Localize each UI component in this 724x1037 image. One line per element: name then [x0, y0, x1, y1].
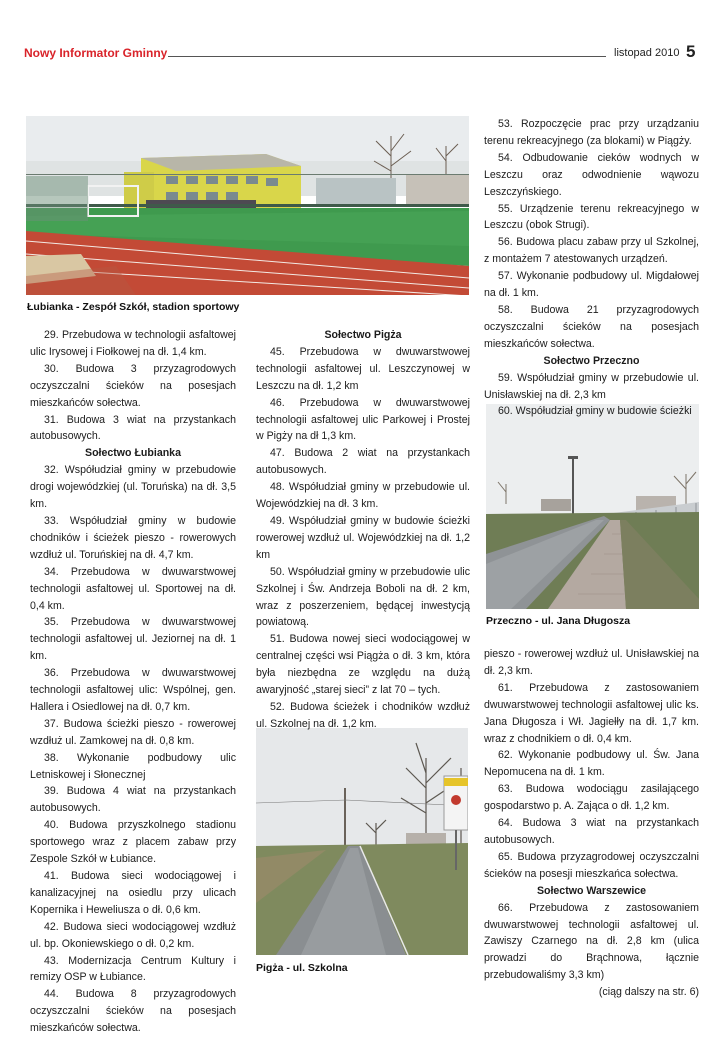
list-item: 51. Budowa nowej sieci wodociągowej w centralnej części wsi Piągża o dł. 3 km, która była niezbędna ze względu na dużą awaryjność „starej sieci” z lat 70 – tych.: [256, 633, 470, 697]
list-item: 59. Współudział gminy w przebudowie ul. Unisławskiej na dł. 2,3 km: [484, 371, 699, 401]
magazine-title: Nowy Informator Gminny: [24, 46, 168, 60]
list-item: 63. Budowa wodociągu zasilającego gospodarstwo p. A. Zająca o dł. 1,2 km.: [484, 783, 699, 813]
section-heading: Sołectwo Przeczno: [543, 354, 640, 367]
list-item: 55. Urządzenie terenu rekreacyjnego w Leszczu (obok Strugi).: [484, 202, 699, 232]
list-item: 30. Budowa 3 przyzagrodowych oczyszczalni ścieków na posesjach mieszkańców sołectwa.: [30, 362, 236, 409]
photo-pigza: [256, 728, 468, 955]
list-item: 33. Współudział gminy w budowie chodników i ścieżek pieszo - rowerowych wzdłuż ul. Toruńskiej na dł. 4,7 km.: [30, 514, 236, 561]
list-item: 42. Budowa sieci wodociągowej wzdłuż ul. bp. Okoniewskiego o dł. 0,2 km.: [30, 920, 236, 950]
list-item: 52. Budowa ścieżek i chodników wzdłuż ul. Szkolnej na dł. 1,2 km.: [256, 700, 470, 730]
list-item: 66. Przebudowa z zastosowaniem dwuwarstwowej technologii asfaltowej ul. Zawiszy Czarnego na dł. 2,8 km (ulica prowadzi do Brąchnowa, łącznie przebudowaliśmy 3,3 km): [484, 901, 699, 982]
photo-stadium: [26, 116, 469, 295]
list-item: 29. Przebudowa w technologii asfaltowej ulic Irysowej i Fiołkowej na dł. 1,4 km.: [30, 329, 236, 358]
list-item: 60. Współudział gminy w budowie ścieżki: [498, 405, 692, 418]
list-item: 49. Współudział gminy w budowie ścieżki rowerowej wzdłuż ul. Wojewódzkiej na dł. 1,2 km: [256, 514, 470, 561]
column-3-bottom: [484, 646, 699, 1001]
section-heading: Sołectwo Warszewice: [536, 884, 647, 897]
list-item: 64. Budowa 3 wiat na przystankach autobusowych.: [484, 817, 699, 846]
list-item: 46. Przebudowa w dwuwarstwowej technologii asfaltowej ulic Parkowej i Prostej w Pigży na dł 1,3 km.: [256, 396, 470, 443]
list-item: 32. Współudział gminy w przebudowie drogi wojewódzkiej (ul. Toruńska) na dł. 3,5 km.: [30, 464, 236, 511]
list-item: 38. Wykonanie podbudowy ulic Letniskowej i Słonecznej: [30, 751, 236, 781]
list-item: 36. Przebudowa w dwuwarstwowej technologii asfaltowej ulic: Wspólnej, gen. Hallera i Osiedlowej na dł. 0,7 km.: [30, 667, 236, 713]
list-item: 56. Budowa placu zabaw przy ul Szkolnej, z montażem 7 atestowanych urządzeń.: [484, 236, 699, 266]
caption-przeczno: Przeczno - ul. Jana Długosza: [486, 615, 631, 627]
list-item: 39. Budowa 4 wiat na przystankach autobusowych.: [30, 785, 236, 815]
column-3-top: [484, 116, 699, 420]
issue-date: listopad 2010: [614, 47, 680, 59]
list-item: 57. Wykonanie podbudowy ul. Migdałowej na dł. 1 km.: [484, 270, 699, 300]
list-item: 65. Budowa przyzagrodowej oczyszczalni ścieków na posesji mieszkańca sołectwa.: [484, 850, 699, 880]
list-item: 47. Budowa 2 wiat na przystankach autobusowych.: [256, 447, 470, 477]
page-number: 5: [686, 42, 696, 61]
list-item: 53. Rozpoczęcie prac przy urządzaniu terenu rekreacyjnego (za blokami) w Piągży.: [484, 118, 699, 147]
list-item: 37. Budowa ścieżki pieszo - rowerowej wzdłuż ul. Zamkowej na dł. 0,8 km.: [30, 717, 236, 747]
caption-pigza: Pigża - ul. Szkolna: [256, 962, 348, 974]
list-item: 61. Przebudowa z zastosowaniem dwuwarstwowej technologii asfaltowej ulic ks. Jana Długosza i Wł. Jagiełły na dł. 1,7 km. wraz z chodnikiem o dł. 0,4 km.: [484, 681, 699, 745]
caption-stadium: Łubianka - Zespół Szkół, stadion sportowy: [27, 301, 240, 313]
list-item: 44. Budowa 8 przyzagrodowych oczyszczalni ścieków na posesjach mieszkańców sołectwa.: [30, 988, 236, 1035]
list-item: 41. Budowa sieci wodociągowej i kanalizacyjnej na osiedlu przy ulicach Kopernika i Heweliusza o dł. 0,6 km.: [30, 870, 236, 916]
section-heading: Sołectwo Łubianka: [85, 447, 181, 460]
list-item: 58. Budowa 21 przyzagrodowych oczyszczalni ścieków na posesjach mieszkańców sołectwa.: [484, 303, 699, 350]
list-item: 35. Przebudowa w dwuwarstwowej technologii asfaltowej ul. Jeziornej na dł. 1 km.: [30, 616, 236, 663]
section-heading: Sołectwo Pigża: [324, 329, 402, 341]
column-1: [30, 327, 236, 1037]
continued-note: (ciąg dalszy na str. 6): [598, 986, 699, 999]
photo-przeczno: [486, 404, 699, 609]
list-item: 54. Odbudowanie cieków wodnych w Leszczu oraz odwodnienie wąwozu Leszczyńskiego.: [484, 151, 699, 198]
list-item: 43. Modernizacja Centrum Kultury i remizy OSP w Łubiance.: [30, 954, 236, 984]
list-item: 31. Budowa 3 wiat na przystankach autobusowych.: [30, 413, 236, 443]
list-item: 45. Przebudowa w dwuwarstwowej technologii asfaltowej ul. Leszczynowej w Leszczu na dł. 1,2 km: [256, 345, 470, 392]
list-item: 34. Przebudowa w dwuwarstwowej technologii asfaltowej ul. Sportowej na dł. 0,4 km.: [30, 565, 236, 612]
list-item: 48. Współudział gminy w przebudowie ul. Wojewódzkiej na dł. 3 km.: [256, 481, 470, 511]
list-item: 62. Wykonanie podbudowy ul. Św. Jana Nepomucena na dł. 1 km.: [484, 749, 699, 779]
column-2: [256, 327, 470, 733]
list-item: pieszo - rowerowej wzdłuż ul. Unisławskiej na dł. 2,3 km.: [484, 648, 699, 677]
list-item: 40. Budowa przyszkolnego stadionu sportowego wraz z placem zabaw przy Zespole Szkół w Łubiance.: [30, 819, 236, 866]
header-rule: [168, 56, 606, 57]
list-item: 50. Współudział gminy w przebudowie ulic Szkolnej i Św. Andrzeja Boboli na dł. 2 km, wraz z poszerzeniem, będącej inwestycją powiatową.: [256, 565, 470, 629]
